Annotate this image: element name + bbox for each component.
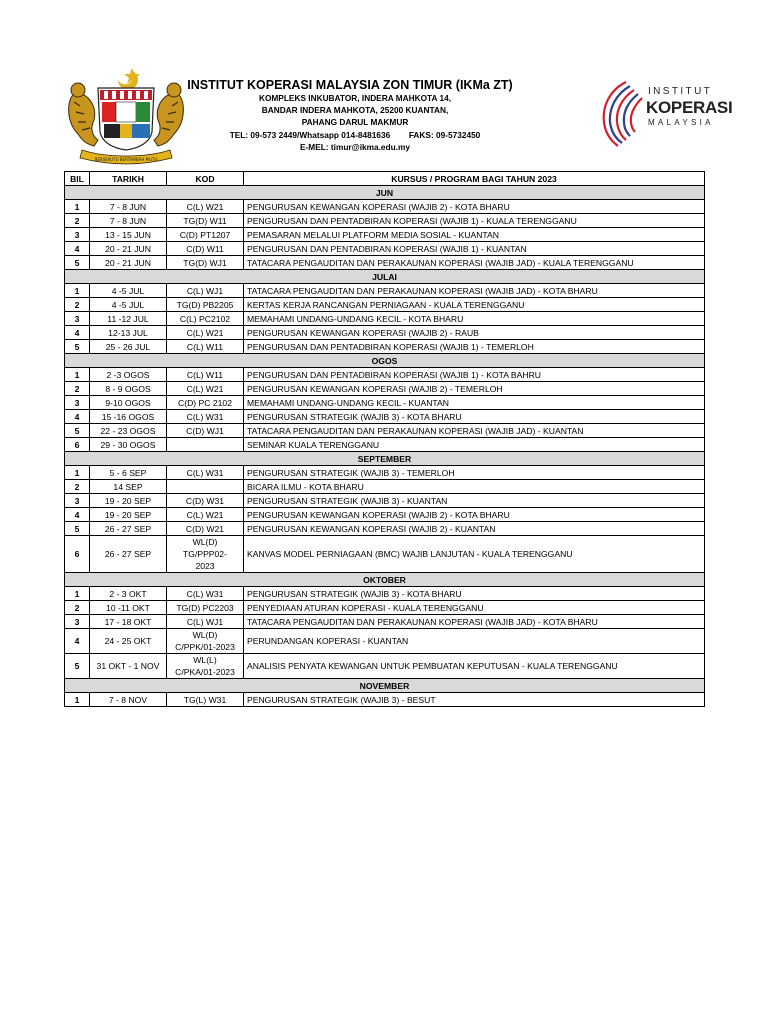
cell-kursus: MEMAHAMI UNDANG-UNDANG KECIL - KOTA BHARU	[244, 312, 705, 326]
month-row	[65, 270, 705, 284]
cell-kod: TG(D) PB2205	[167, 298, 244, 312]
month-row	[65, 573, 705, 587]
cell-kod: C(D) PT1207	[167, 228, 244, 242]
kod-line: WL(D)	[192, 537, 218, 547]
cell-bil: 5	[65, 522, 90, 536]
cell-kod: C(L) WJ1	[167, 284, 244, 298]
cell-tarikh: 7 - 8 JUN	[90, 214, 167, 228]
cell-tarikh: 12-13 JUL	[90, 326, 167, 340]
cell-bil: 6	[65, 438, 90, 452]
cell-kod: TG(D) PC2203	[167, 601, 244, 615]
cell-kursus: PENGURUSAN DAN PENTADBIRAN KOPERASI (WAJIB 1) - TEMERLOH	[244, 340, 705, 354]
table-row	[65, 480, 705, 494]
cell-kursus: PEMASARAN MELALUI PLATFORM MEDIA SOSIAL - KUANTAN	[244, 228, 705, 242]
cell-kursus: TATACARA PENGAUDITAN DAN PERAKAUNAN KOPERASI (WAJIB JAD) - KUALA TERENGGANU	[244, 256, 705, 270]
table-row	[65, 228, 705, 242]
table-row	[65, 438, 705, 452]
kod-line: WL(L)	[193, 655, 217, 665]
cell-bil: 4	[65, 410, 90, 424]
cell-kod: C(D) PC 2102	[167, 396, 244, 410]
cell-kod: TG(D) W11	[167, 214, 244, 228]
table-row	[65, 312, 705, 326]
cell-tarikh: 29 - 30 OGOS	[90, 438, 167, 452]
cell-kod	[167, 654, 244, 679]
cell-kod: C(L) WJ1	[167, 615, 244, 629]
cell-kursus: PENGURUSAN STRATEGIK (WAJIB 3) - BESUT	[244, 693, 705, 707]
cell-kod: C(L) PC2102	[167, 312, 244, 326]
header-bil: BIL	[65, 172, 90, 186]
cell-tarikh: 11 -12 JUL	[90, 312, 167, 326]
cell-tarikh: 7 - 8 NOV	[90, 693, 167, 707]
table-row	[65, 629, 705, 654]
cell-kursus: PENGURUSAN KEWANGAN KOPERASI (WAJIB 2) - KOTA BHARU	[244, 508, 705, 522]
table-row	[65, 424, 705, 438]
table-row	[65, 284, 705, 298]
cell-bil: 2	[65, 382, 90, 396]
cell-tarikh: 24 - 25 OKT	[90, 629, 167, 654]
header-kursus: KURSUS / PROGRAM BAGI TAHUN 2023	[244, 172, 705, 186]
cell-kod	[167, 536, 244, 573]
cell-bil: 1	[65, 466, 90, 480]
table-row	[65, 382, 705, 396]
cell-tarikh: 19 - 20 SEP	[90, 494, 167, 508]
cell-bil: 5	[65, 340, 90, 354]
table-row	[65, 654, 705, 679]
cell-tarikh: 13 - 15 JUN	[90, 228, 167, 242]
cell-kod	[167, 629, 244, 654]
table-row	[65, 214, 705, 228]
cell-kod: C(D) W11	[167, 242, 244, 256]
header-kod: KOD	[167, 172, 244, 186]
cell-kod: C(D) W31	[167, 494, 244, 508]
cell-bil: 5	[65, 654, 90, 679]
cell-tarikh: 26 - 27 SEP	[90, 522, 167, 536]
cell-bil: 5	[65, 424, 90, 438]
table-row	[65, 536, 705, 573]
table-row	[65, 200, 705, 214]
cell-kod: C(L) W21	[167, 326, 244, 340]
table-row	[65, 466, 705, 480]
cell-bil: 1	[65, 693, 90, 707]
cell-tarikh: 19 - 20 SEP	[90, 508, 167, 522]
kod-line: 2023	[195, 561, 215, 571]
kod-line: WL(D)	[192, 630, 218, 640]
cell-kod: C(L) W21	[167, 508, 244, 522]
cell-kursus: PENGURUSAN DAN PENTADBIRAN KOPERASI (WAJIB 1) - KOTA BAHRU	[244, 368, 705, 382]
cell-kod: TG(D) WJ1	[167, 256, 244, 270]
cell-bil: 4	[65, 629, 90, 654]
cell-tarikh: 15 -16 OGOS	[90, 410, 167, 424]
cell-bil: 1	[65, 587, 90, 601]
table-row	[65, 256, 705, 270]
cell-kursus: PENGURUSAN KEWANGAN KOPERASI (WAJIB 2) - KOTA BHARU	[244, 200, 705, 214]
cell-kursus: PENGURUSAN DAN PENTADBIRAN KOPERASI (WAJIB 1) - KUANTAN	[244, 242, 705, 256]
cell-kursus: PENGURUSAN DAN PENTADBIRAN KOPERASI (WAJIB 1) - KUALA TERENGGANU	[244, 214, 705, 228]
cell-kursus: TATACARA PENGAUDITAN DAN PERAKAUNAN KOPERASI (WAJIB JAD) - KOTA BHARU	[244, 284, 705, 298]
month-label: SEPTEMBER	[65, 452, 705, 466]
cell-kod: C(L) W31	[167, 587, 244, 601]
cell-kursus: PENGURUSAN STRATEGIK (WAJIB 3) - KOTA BHARU	[244, 587, 705, 601]
cell-kursus: PENGURUSAN STRATEGIK (WAJIB 3) - KUANTAN	[244, 494, 705, 508]
cell-kod: C(L) W31	[167, 410, 244, 424]
cell-kursus: PENYEDIAAN ATURAN KOPERASI - KUALA TERENGGANU	[244, 601, 705, 615]
cell-bil: 2	[65, 480, 90, 494]
month-label: OGOS	[65, 354, 705, 368]
cell-bil: 2	[65, 298, 90, 312]
cell-tarikh: 10 -11 OKT	[90, 601, 167, 615]
cell-bil: 4	[65, 242, 90, 256]
cell-bil: 4	[65, 326, 90, 340]
cell-bil: 3	[65, 312, 90, 326]
ikma-logo	[596, 76, 733, 156]
cell-kod: C(L) W21	[167, 200, 244, 214]
cell-kursus: PENGURUSAN KEWANGAN KOPERASI (WAJIB 2) - KUANTAN	[244, 522, 705, 536]
cell-kod: C(L) W11	[167, 340, 244, 354]
cell-kursus: PENGURUSAN KEWANGAN KOPERASI (WAJIB 2) - TEMERLOH	[244, 382, 705, 396]
table-row	[65, 340, 705, 354]
table-row	[65, 587, 705, 601]
month-row	[65, 186, 705, 200]
cell-bil: 1	[65, 200, 90, 214]
logo-text-malaysia: MALAYSIA	[648, 118, 714, 127]
email: E-MEL: timur@ikma.edu.my	[300, 141, 410, 152]
table-row	[65, 298, 705, 312]
fax: FAKS: 09-5732450	[408, 129, 481, 140]
cell-kod: C(D) W21	[167, 522, 244, 536]
table-row	[65, 522, 705, 536]
month-row	[65, 452, 705, 466]
cell-tarikh: 4 -5 JUL	[90, 284, 167, 298]
cell-tarikh: 26 - 27 SEP	[90, 536, 167, 573]
table-row	[65, 693, 705, 707]
cell-tarikh: 25 - 26 JUL	[90, 340, 167, 354]
cell-tarikh: 17 - 18 OKT	[90, 615, 167, 629]
table-row	[65, 410, 705, 424]
cell-kod: C(L) W21	[167, 382, 244, 396]
logo-text-koperasi: KOPERASI	[646, 98, 733, 117]
cell-tarikh: 14 SEP	[90, 480, 167, 494]
month-label: OKTOBER	[65, 573, 705, 587]
course-schedule-table	[64, 171, 705, 707]
table-row	[65, 615, 705, 629]
cell-kursus: ANALISIS PENYATA KEWANGAN UNTUK PEMBUATAN KEPUTUSAN - KUALA TERENGGANU	[244, 654, 705, 679]
cell-kod: C(L) W11	[167, 368, 244, 382]
table-header-row	[65, 172, 705, 186]
kod-line: TG/PPP02-	[183, 549, 227, 559]
cell-kod: C(L) W31	[167, 466, 244, 480]
kod-line: C/PKA/01-2023	[175, 667, 235, 677]
address-line-3: PAHANG DARUL MAKMUR	[301, 117, 409, 128]
kod-line: C/PPK/01-2023	[175, 642, 235, 652]
cell-bil: 6	[65, 536, 90, 573]
cell-tarikh: 2 -3 OGOS	[90, 368, 167, 382]
cell-tarikh: 5 - 6 SEP	[90, 466, 167, 480]
table-row	[65, 494, 705, 508]
month-row	[65, 354, 705, 368]
institute-title: INSTITUT KOPERASI MALAYSIA ZON TIMUR (IKMa ZT)	[187, 78, 513, 92]
schedule-body	[65, 186, 705, 707]
cell-tarikh: 9-10 OGOS	[90, 396, 167, 410]
cell-kod	[167, 480, 244, 494]
month-label: NOVEMBER	[65, 679, 705, 693]
cell-bil: 3	[65, 615, 90, 629]
institute-details	[187, 78, 520, 153]
cell-tarikh: 8 - 9 OGOS	[90, 382, 167, 396]
cell-kursus: SEMINAR KUALA TERENGGANU	[244, 438, 705, 452]
cell-tarikh: 4 -5 JUL	[90, 298, 167, 312]
logo-text-institut: INSTITUT	[648, 86, 713, 97]
cell-tarikh: 20 - 21 JUN	[90, 256, 167, 270]
table-row	[65, 508, 705, 522]
cell-kursus: KANVAS MODEL PERNIAGAAN (BMC) WAJIB LANJUTAN - KUALA TERENGGANU	[244, 536, 705, 573]
cell-kursus: TATACARA PENGAUDITAN DAN PERAKAUNAN KOPERASI (WAJIB JAD) - KOTA BHARU	[244, 615, 705, 629]
cell-bil: 3	[65, 228, 90, 242]
address-line-1: KOMPLEKS INKUBATOR, INDERA MAHKOTA 14,	[258, 93, 452, 103]
table-row	[65, 368, 705, 382]
cell-kursus: PENGURUSAN STRATEGIK (WAJIB 3) - TEMERLOH	[244, 466, 705, 480]
cell-kursus: TATACARA PENGAUDITAN DAN PERAKAUNAN KOPERASI (WAJIB JAD) - KUANTAN	[244, 424, 705, 438]
cell-kursus: PENGURUSAN STRATEGIK (WAJIB 3) - KOTA BHARU	[244, 410, 705, 424]
cell-bil: 1	[65, 368, 90, 382]
header-tarikh: TARIKH	[90, 172, 167, 186]
cell-kursus: PERUNDANGAN KOPERASI - KUANTAN	[244, 629, 705, 654]
cell-kod: TG(L) W31	[167, 693, 244, 707]
cell-kursus: BICARA ILMU - KOTA BHARU	[244, 480, 705, 494]
cell-kursus: KERTAS KERJA RANCANGAN PERNIAGAAN - KUALA TERENGGANU	[244, 298, 705, 312]
month-row	[65, 679, 705, 693]
cell-tarikh: 20 - 21 JUN	[90, 242, 167, 256]
address-line-2: BANDAR INDERA MAHKOTA, 25200 KUANTAN,	[261, 105, 449, 116]
table-row	[65, 326, 705, 340]
cell-tarikh: 2 - 3 OKT	[90, 587, 167, 601]
cell-kursus: PENGURUSAN KEWANGAN KOPERASI (WAJIB 2) - RAUB	[244, 326, 705, 340]
month-label: JULAI	[65, 270, 705, 284]
table-row	[65, 601, 705, 615]
cell-bil: 2	[65, 214, 90, 228]
cell-kod	[167, 438, 244, 452]
cell-bil: 3	[65, 396, 90, 410]
cell-kod: C(D) WJ1	[167, 424, 244, 438]
cell-bil: 5	[65, 256, 90, 270]
month-label: JUN	[65, 186, 705, 200]
cell-tarikh: 31 OKT - 1 NOV	[90, 654, 167, 679]
cell-kursus: MEMAHAMI UNDANG-UNDANG KECIL - KUANTAN	[244, 396, 705, 410]
ikma-logo-mark-icon	[596, 76, 646, 156]
document-header	[0, 0, 768, 170]
contact-line	[190, 129, 520, 141]
telephone: TEL: 09-573 2449/Whatsapp 014-8481636	[229, 129, 391, 140]
cell-bil: 3	[65, 494, 90, 508]
table-row	[65, 396, 705, 410]
cell-bil: 4	[65, 508, 90, 522]
cell-tarikh: 22 - 23 OGOS	[90, 424, 167, 438]
coat-of-arms-icon	[64, 66, 188, 166]
cell-bil: 2	[65, 601, 90, 615]
cell-tarikh: 7 - 8 JUN	[90, 200, 167, 214]
svg-text:BERSEKUTU BERTAMBAH MUTU: BERSEKUTU BERTAMBAH MUTU	[94, 157, 158, 162]
cell-bil: 1	[65, 284, 90, 298]
table-row	[65, 242, 705, 256]
